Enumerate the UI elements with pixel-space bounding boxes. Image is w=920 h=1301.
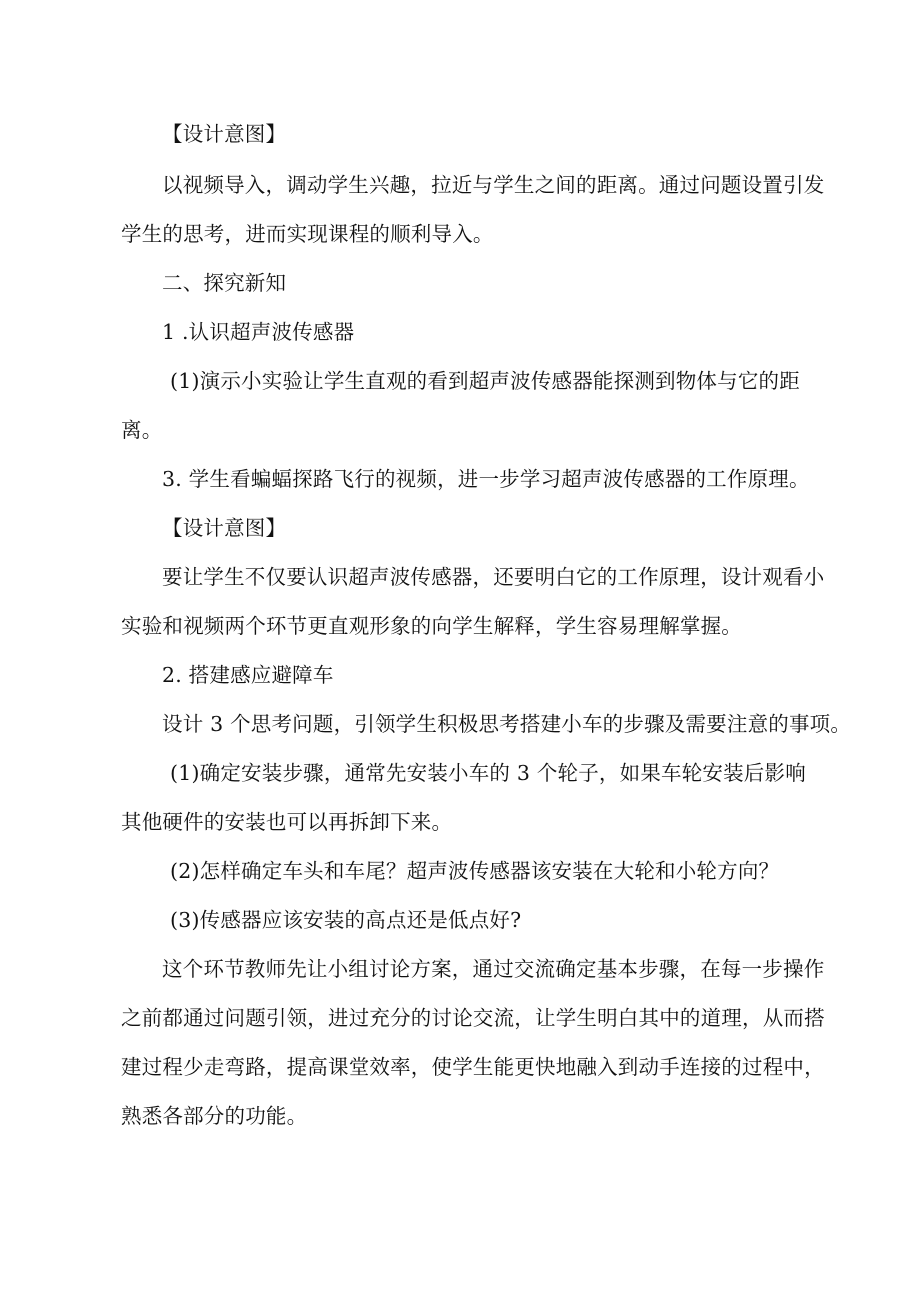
paragraph-line: 要让学生不仅要认识超声波传感器，还要明白它的工作原理，设计观看小: [162, 565, 825, 589]
subheading-ultrasonic-sensor: 1 .认识超声波传感器: [162, 320, 355, 344]
section-heading-explore: 二、探究新知: [162, 271, 287, 295]
heading-design-intent-2: 【设计意图】: [162, 516, 287, 540]
paragraph-line: 设计 3 个思考问题，引领学生积极思考搭建小车的步骤及需要注意的事项。: [162, 712, 852, 736]
heading-design-intent-1: 【设计意图】: [162, 122, 287, 146]
paragraph-line: 离。: [121, 418, 163, 442]
paragraph-line: (3)传感器应该安装的高点还是低点好?: [170, 908, 522, 932]
paragraph-line: 以视频导入，调动学生兴趣，拉近与学生之间的距离。通过问题设置引发: [162, 173, 825, 197]
paragraph-line: 建过程少走弯路，提高课堂效率，使学生能更快地融入到动手连接的过程中，: [121, 1055, 825, 1079]
paragraph-line: 之前都通过问题引领，进过充分的讨论交流，让学生明白其中的道理，从而搭: [121, 1006, 825, 1030]
paragraph-line: 熟悉各部分的功能。: [121, 1104, 308, 1128]
paragraph-line: 学生的思考，进而实现课程的顺利导入。: [121, 222, 494, 246]
paragraph-line: 其他硬件的安装也可以再拆卸下来。: [121, 810, 453, 834]
paragraph-line: 3. 学生看蝙蝠探路飞行的视频，进一步学习超声波传感器的工作原理。: [162, 467, 810, 491]
paragraph-line: 实验和视频两个环节更直观形象的向学生解释，学生容易理解掌握。: [121, 614, 742, 638]
paragraph-line: 这个环节教师先让小组讨论方案，通过交流确定基本步骤，在每一步操作: [162, 957, 825, 981]
paragraph-line: (1)确定安装步骤，通常先安装小车的 3 个轮子，如果车轮安装后影响: [170, 761, 806, 785]
paragraph-line: (1)演示小实验让学生直观的看到超声波传感器能探测到物体与它的距: [170, 369, 800, 393]
paragraph-line: (2)怎样确定车头和车尾？超声波传感器该安装在大轮和小轮方向？: [170, 859, 780, 883]
subheading-build-car: 2. 搭建感应避障车: [162, 663, 334, 687]
